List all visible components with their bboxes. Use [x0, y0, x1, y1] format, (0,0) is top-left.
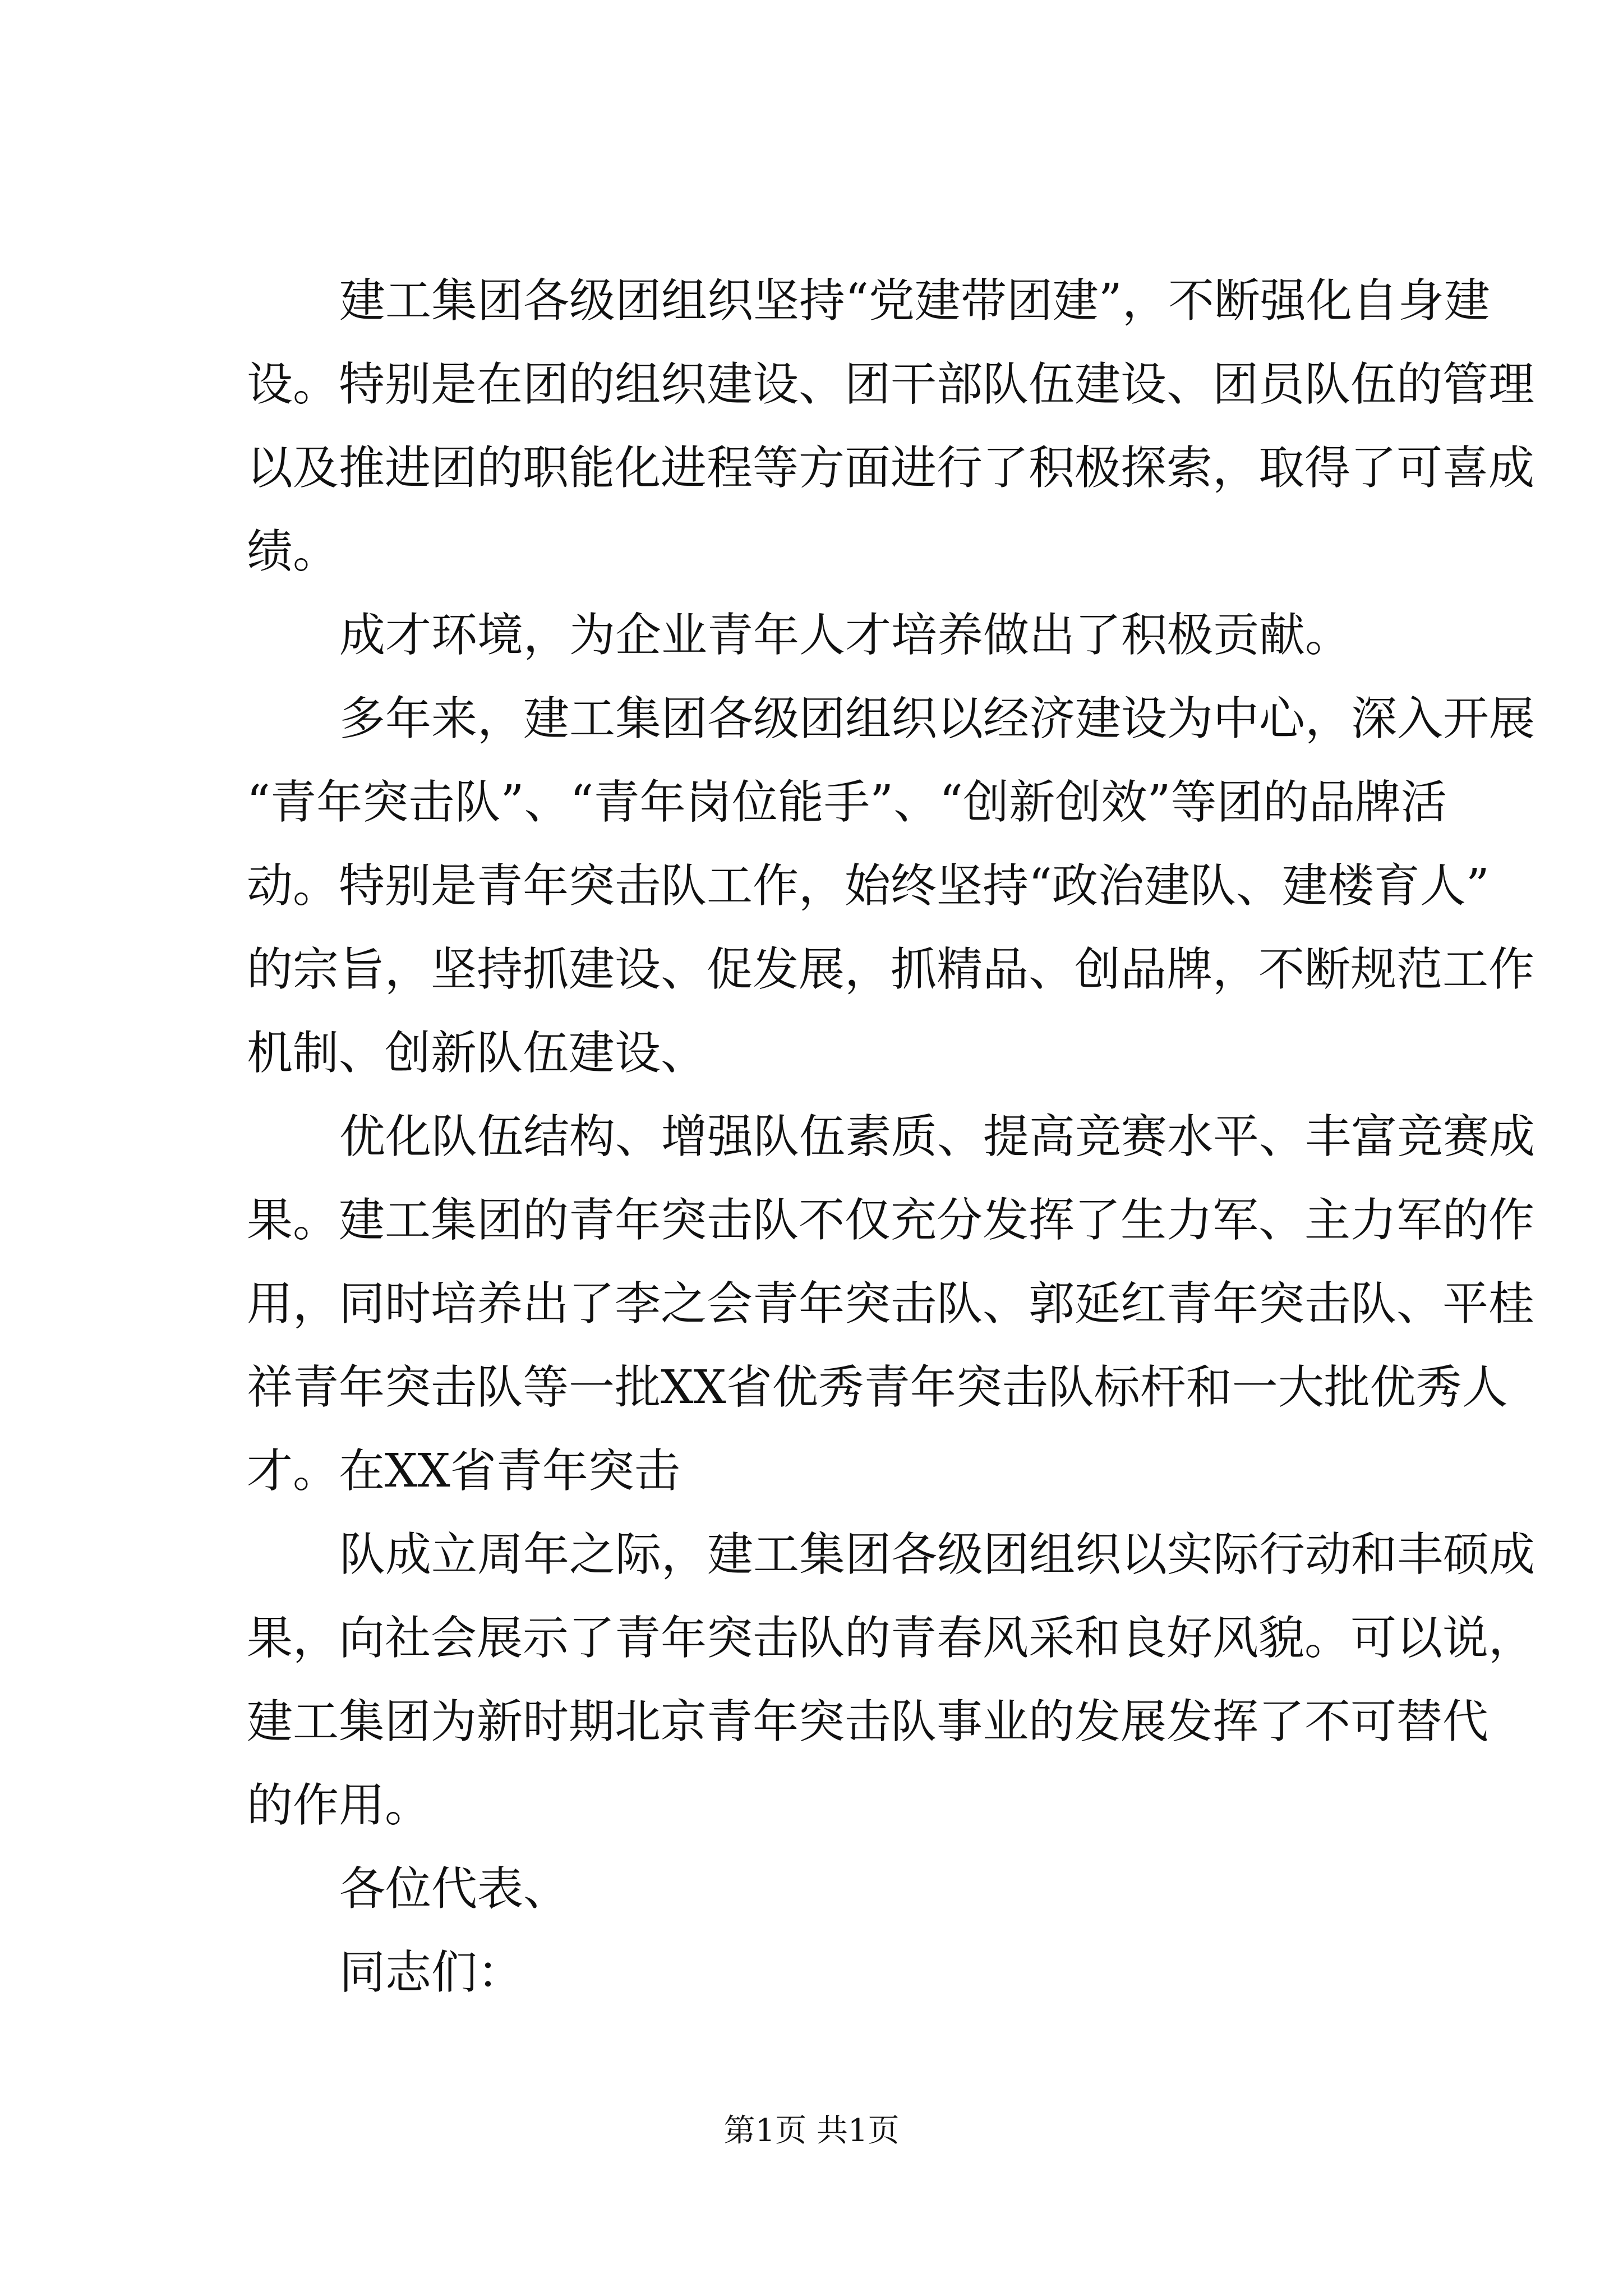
paragraph-line: 多年来，建工集团各级团组织以经济建设为中心，深入开展 — [339, 692, 1536, 746]
paragraph-line: 以及推进团的职能化进程等方面进行了积极探索，取得了可喜成 — [247, 441, 1535, 495]
paragraph-line: 才。在XX省青年突击 — [247, 1444, 680, 1498]
paragraph-line: 建工集团各级团组织坚持“党建带团建”，不断强化自身建 — [339, 274, 1490, 328]
paragraph-line: 果。建工集团的青年突击队不仅充分发挥了生力军、主力军的作 — [247, 1194, 1535, 1247]
paragraph-line: 用，同时培养出了李之会青年突击队、郭延红青年突击队、平桂 — [247, 1277, 1535, 1331]
paragraph-line: “青年突击队”、“青年岗位能手”、“创新创效”等团的品牌活 — [247, 776, 1447, 829]
paragraph-line: 优化队伍结构、增强队伍素质、提高竞赛水平、丰富竞赛成 — [339, 1110, 1536, 1163]
paragraph-line: 动。特别是青年突击队工作，始终坚持“政治建队、建楼育人” — [247, 859, 1490, 913]
paragraph-line: 成才环境，为企业青年人才培养做出了积极贡献。 — [339, 609, 1352, 662]
paragraph-line: 祥青年突击队等一批XX省优秀青年突击队标杆和一大批优秀人 — [247, 1361, 1508, 1414]
paragraph-line: 队成立周年之际，建工集团各级团组织以实际行动和丰硕成 — [339, 1528, 1536, 1581]
document-body — [247, 259, 1536, 2014]
paragraph-line: 设。特别是在团的组织建设、团干部队伍建设、团员队伍的管理 — [247, 358, 1535, 411]
paragraph-line: 建工集团为新时期北京青年突击队事业的发展发挥了不可替代 — [247, 1695, 1489, 1749]
paragraph-line: 果，向社会展示了青年突击队的青春风采和良好风貌。可以说， — [247, 1612, 1535, 1665]
paragraph-line: 同志们： — [339, 1946, 524, 1999]
paragraph-line: 绩。 — [247, 525, 339, 578]
paragraph-line: 机制、创新队伍建设、 — [247, 1027, 707, 1080]
paragraph-line: 的作用。 — [247, 1779, 431, 1832]
paragraph-line: 各位代表、 — [339, 1862, 570, 1916]
paragraph-line: 的宗旨，坚持抓建设、促发展，抓精品、创品牌，不断规范工作 — [247, 943, 1535, 996]
page-number-footer: 第1页 共1页 — [723, 2113, 900, 2149]
